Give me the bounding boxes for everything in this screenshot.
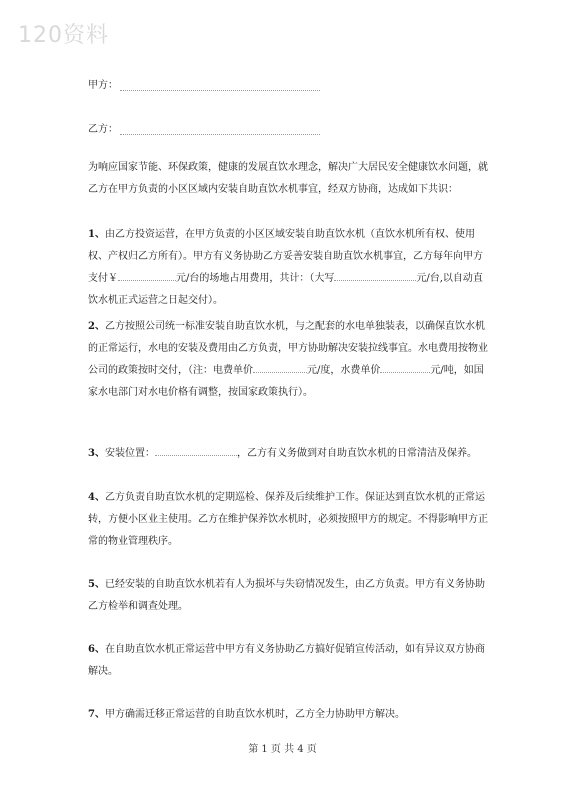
clause-text: 已经安装的自助直饮水机若有人为损坏与失窃情况发生，由乙方负责。甲方有义务协助乙方检举和调查处理。 (88, 579, 485, 612)
clause-text: 元/台的场地占用费用，共计：（大写 (176, 273, 335, 284)
page-footer: 第 1 页 共 4 页 (248, 744, 317, 755)
clause-number: 3、 (88, 448, 105, 459)
clause-4 (88, 487, 488, 553)
clause-number: 6、 (88, 644, 105, 655)
clause-number: 5、 (88, 579, 105, 590)
watermark-logo: 120资料 (18, 23, 109, 48)
party-a-row (88, 76, 320, 91)
clause-1 (88, 224, 488, 312)
party-a-blank (120, 81, 320, 91)
fill-blank (380, 360, 430, 373)
clause-text: 在自助直饮水机正常运营中甲方有义务协助乙方搞好促销宣传活动，如有异议双方协商解决。 (88, 644, 485, 677)
clause-2 (88, 316, 488, 404)
clause-6 (88, 639, 488, 683)
clause-text: 乙方按照公司统一标准安装自助直饮水机，与之配套的水电单独装表，以确保直饮水机的正常运行，水电的安装及费用由乙方负责，甲方协助解决安装拉线事宜。水电费用按物业公司的政策按时交付，（注：电费单价 (88, 321, 488, 376)
clause-text: 由乙方投资运营，在甲方负责的小区区域安装自助直饮水机（直饮水机所有权、使用权、产权归乙方所有）。甲方有义务协助乙方妥善安装自助直饮水机事宜，乙方每年向甲方支付￥ (88, 229, 483, 284)
clause-number: 4、 (88, 492, 105, 503)
fill-blank (118, 268, 176, 281)
party-a-label: 甲方： (88, 80, 118, 91)
clause-3 (88, 443, 488, 465)
fill-blank (334, 268, 416, 281)
clause-text: 甲方确需迁移正常运营的自助直饮水机时，乙方全力协助甲方解决。 (104, 709, 405, 720)
party-b-row (88, 120, 320, 135)
clause-text: 乙方负责自助直饮水机的定期巡检、保养及后续维护工作。保证达到直饮水机的正常运转，方便小区业主使用。乙方在维护保养饮水机时，必须按照甲方的规定。不得影响甲方正常的物业管理秩序。 (88, 492, 488, 547)
clause-text: 安装位置： (104, 448, 155, 459)
clause-text: 元/度，水费单价 (307, 365, 381, 376)
clause-number: 7、 (88, 709, 105, 720)
clause-number: 2、 (88, 321, 105, 332)
clause-text: ，乙方有义务做到对自助直饮水机的日常清洁及保养。 (236, 448, 477, 459)
clause-text: 元/台,以自动直饮水机正式运营之日起交付）。 (88, 273, 483, 306)
clause-number: 1、 (88, 229, 105, 240)
clause-5 (88, 574, 488, 618)
party-b-blank (120, 125, 320, 135)
party-b-label: 乙方： (88, 124, 118, 135)
fill-blank (155, 443, 237, 456)
clause-text: 元/吨，如国家水电部门对水电价格有调整，按国家政策执行）。 (88, 365, 484, 398)
clause-7 (88, 704, 488, 726)
intro-paragraph: 为响应国家节能、环保政策，健康的发展直饮水理念，解决广大居民安全健康饮水问题，就乙方在甲方负责的小区区域内安装自助直饮水机事宜，经双方协商，达成如下共识： (88, 162, 488, 195)
fill-blank (253, 360, 307, 373)
